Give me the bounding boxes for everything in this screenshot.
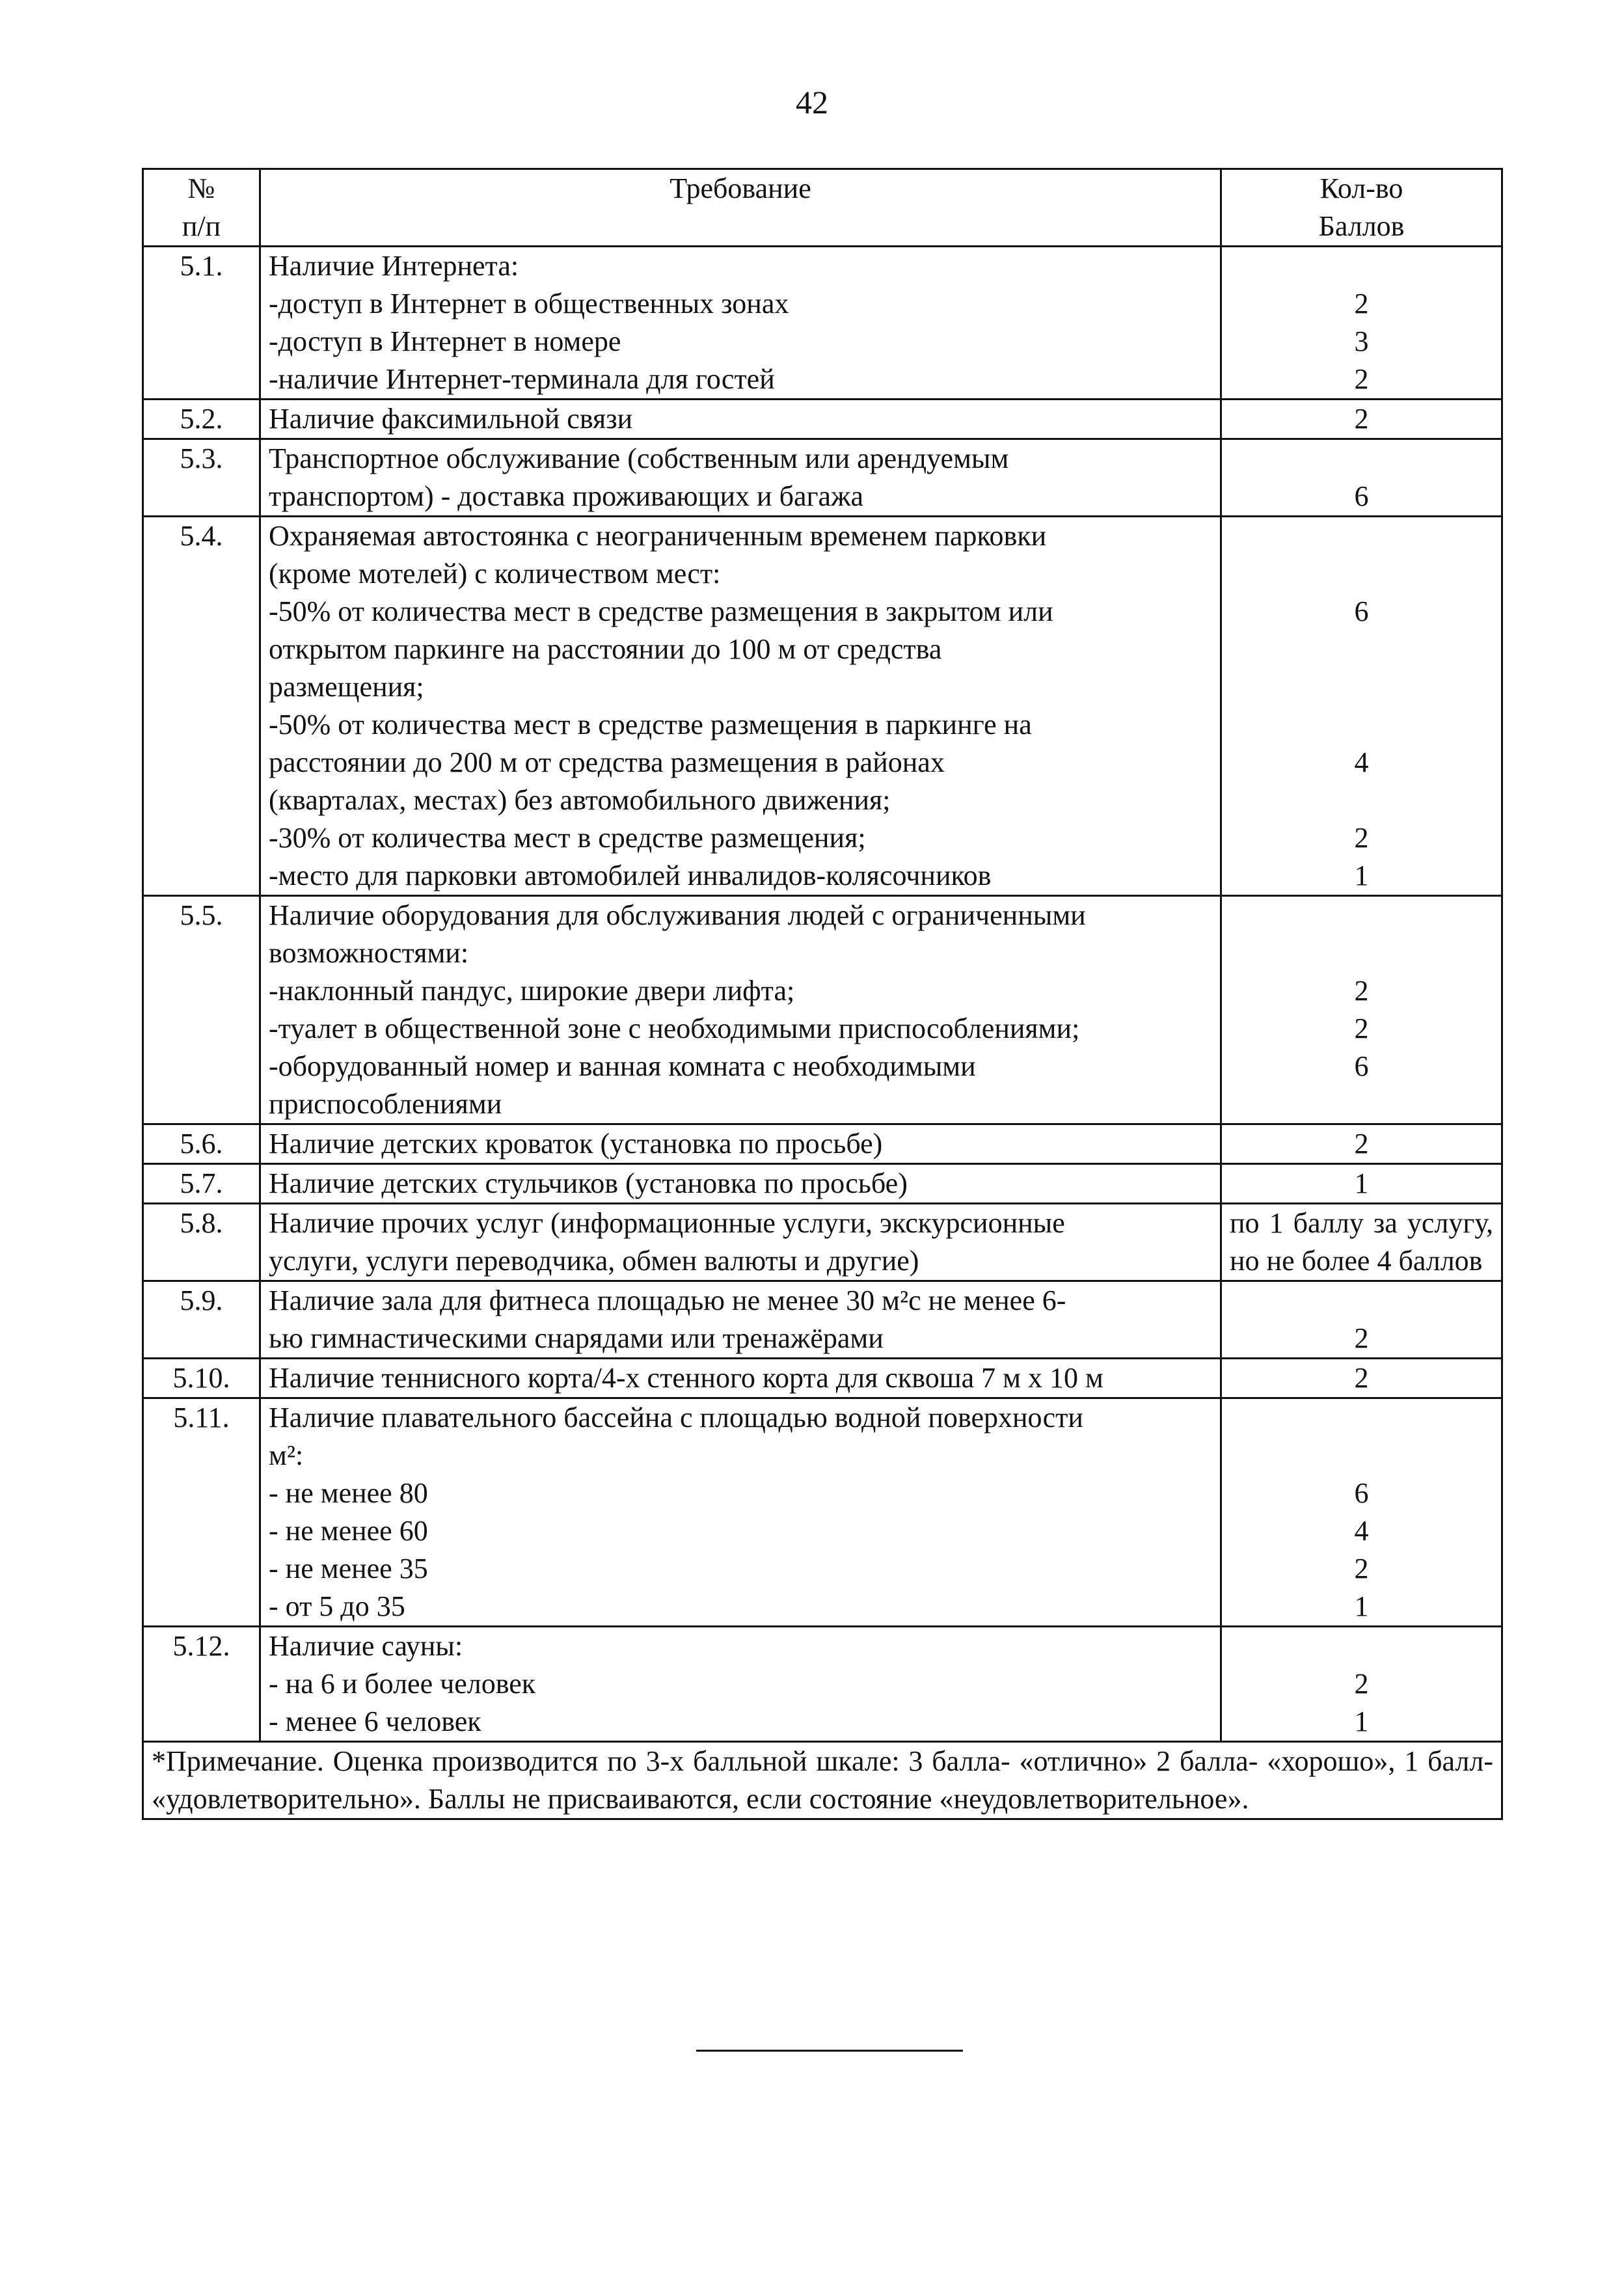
table-row [143,1359,1502,1398]
table-body [143,247,1502,1742]
requirement-line: открытом паркинге на расстоянии до 100 м от средства [269,633,942,665]
requirement-line: Наличие Интернета: [269,250,519,282]
points-value [1230,631,1493,668]
row-requirement [260,1398,1221,1627]
row-points [1221,400,1502,439]
requirement-line: приспособлениями [269,1088,502,1120]
requirement-line: - менее 6 человек [269,1705,481,1737]
row-number: 5.3. [143,439,260,517]
points-value: 2 [1354,1128,1369,1160]
header-requirement-label: Требование [670,172,811,204]
points-value: 2 [1354,1322,1369,1354]
points-value [1230,897,1493,934]
row-requirement [260,247,1221,400]
points-value [1230,247,1493,285]
requirement-line: -оборудованный номер и ванная комната с необходимыми [269,1050,976,1082]
table-row [143,439,1502,517]
points-value [1230,1282,1493,1320]
requirement-line: Транспортное обслуживание (собственным или арендуемым [269,442,1009,474]
row-points [1221,1627,1502,1742]
points-value [1230,517,1493,555]
row-requirement [260,1124,1221,1164]
table-row [143,1124,1502,1164]
requirement-line: Наличие сауны: [269,1630,463,1662]
row-requirement [260,517,1221,896]
points-value: 2 [1354,975,1369,1007]
points-value: 6 [1354,480,1369,512]
requirement-line: -30% от количества мест в средстве размещения; [269,822,866,854]
points-value: 2 [1354,363,1369,395]
requirement-line: -50% от количества мест в средстве размещения в закрытом или [269,595,1053,627]
header-requirement [260,169,1221,247]
requirement-line: Наличие плавательного бассейна с площадью водной поверхности [269,1402,1083,1433]
row-requirement [260,1359,1221,1398]
table-row [143,1627,1502,1742]
points-value: 3 [1354,325,1369,357]
requirement-line: - не менее 35 [269,1553,428,1584]
requirement-line: м²: [269,1439,304,1471]
points-value: 2 [1354,288,1369,319]
requirement-line: ью гимнастическими снарядами или тренажёрами [269,1322,884,1354]
row-points [1221,1398,1502,1627]
points-value [1230,1437,1493,1474]
table-row [143,896,1502,1124]
row-points [1221,1281,1502,1359]
points-value: 1 [1354,1705,1369,1737]
row-points [1221,247,1502,400]
requirement-line: -наличие Интернет-терминала для гостей [269,363,775,395]
requirement-line: (кроме мотелей) с количеством мест: [269,558,721,590]
note-row [143,1742,1502,1819]
row-requirement [260,1164,1221,1204]
requirement-line: транспортом) - доставка проживающих и багажа [269,480,864,512]
points-value: 1 [1354,1167,1369,1199]
points-value [1230,1399,1493,1437]
row-number: 5.12. [143,1627,260,1742]
points-value: 2 [1354,1012,1369,1044]
row-number: 5.11. [143,1398,260,1627]
row-points [1221,1359,1502,1398]
points-value [1230,1085,1493,1123]
row-number: 5.10. [143,1359,260,1398]
requirement-line: -доступ в Интернет в общественных зонах [269,288,789,319]
points-value: 2 [1354,822,1369,854]
points-value: 4 [1354,1515,1369,1547]
requirement-line: расстоянии до 200 м от средства размещения в районах [269,746,945,778]
points-value [1230,706,1493,744]
points-value: 4 [1354,746,1369,778]
requirement-line: -наклонный пандус, широкие двери лифта; [269,975,795,1007]
requirement-line: Наличие оборудования для обслуживания людей с ограниченными [269,899,1086,931]
points-value: 2 [1354,1553,1369,1584]
table-header-row [143,169,1502,247]
header-points [1221,169,1502,247]
note-text: *Примечание. Оценка производится по 3-х балльной шкале: 3 балла- «отлично» 2 балла- «хорошо», 1 балл- «удовлетворительно». Баллы не присваиваются, если состояние «неудовлетворительное». [143,1742,1502,1819]
row-points [1221,1124,1502,1164]
requirement-line: -туалет в общественной зоне с необходимыми приспособлениями; [269,1012,1080,1044]
row-requirement [260,896,1221,1124]
bottom-divider [696,2050,963,2052]
header-points-line2: Баллов [1318,210,1405,242]
requirement-line: Наличие детских кроваток (установка по просьбе) [269,1128,883,1160]
points-value [1230,781,1493,819]
row-number: 5.1. [143,247,260,400]
header-number [143,169,260,247]
requirements-table [142,168,1503,1820]
requirement-line: - не менее 80 [269,1477,428,1509]
row-requirement [260,400,1221,439]
header-number-line1: № [187,172,215,204]
points-value: 2 [1354,403,1369,435]
table-row [143,1164,1502,1204]
points-value: 1 [1354,1590,1369,1622]
row-number: 5.8. [143,1204,260,1281]
row-points [1221,439,1502,517]
row-requirement [260,439,1221,517]
table-row [143,1398,1502,1627]
points-value [1230,934,1493,972]
row-requirement [260,1627,1221,1742]
header-number-line2: п/п [182,210,221,242]
row-number: 5.9. [143,1281,260,1359]
points-value [1230,555,1493,593]
row-number: 5.7. [143,1164,260,1204]
requirement-line: Охраняемая автостоянка с неограниченным временем парковки [269,520,1047,552]
points-value: 2 [1354,1668,1369,1700]
table-row [143,1204,1502,1281]
requirement-line: Наличие факсимильной связи [269,403,633,435]
requirement-line: возможностями: [269,937,469,969]
points-value [1230,1627,1493,1665]
row-number: 5.4. [143,517,260,896]
requirement-line: Наличие детских стульчиков (установка по просьбе) [269,1167,908,1199]
requirement-line: -50% от количества мест в средстве размещения в паркинге на [269,709,1032,740]
table-row [143,247,1502,400]
points-value: 6 [1354,595,1369,627]
table-row [143,400,1502,439]
row-number: 5.5. [143,896,260,1124]
requirement-line: - от 5 до 35 [269,1590,405,1622]
requirement-line: -место для парковки автомобилей инвалидов-колясочников [269,860,992,891]
row-points: по 1 баллу за услугу, но не более 4 баллов [1221,1204,1502,1281]
requirement-line: Наличие зала для фитнеса площадью не менее 30 м²с не менее 6- [269,1284,1066,1316]
row-number: 5.6. [143,1124,260,1164]
requirement-line: (кварталах, местах) без автомобильного движения; [269,784,891,816]
requirement-line: Наличие теннисного корта/4-х стенного корта для сквоша 7 м х 10 м [269,1362,1103,1394]
requirement-line: Наличие прочих услуг (информационные услуги, экскурсионные [269,1207,1065,1239]
row-number: 5.2. [143,400,260,439]
row-requirement [260,1204,1221,1281]
requirement-line: услуги, услуги переводчика, обмен валюты и другие) [269,1245,919,1277]
table-row [143,1281,1502,1359]
row-points [1221,896,1502,1124]
requirement-line: -доступ в Интернет в номере [269,325,621,357]
points-value: 1 [1354,860,1369,891]
points-value: 2 [1354,1362,1369,1394]
row-requirement [260,1281,1221,1359]
points-value [1230,668,1493,706]
points-value: 6 [1354,1477,1369,1509]
requirement-line: - на 6 и более человек [269,1668,536,1700]
header-points-line1: Кол-во [1320,172,1403,204]
requirement-line: - не менее 60 [269,1515,428,1547]
row-points [1221,517,1502,896]
row-points [1221,1164,1502,1204]
table-row [143,517,1502,896]
points-value: 6 [1354,1050,1369,1082]
page-number: 42 [796,84,828,120]
points-value [1230,440,1493,478]
requirement-line: размещения; [269,671,424,703]
